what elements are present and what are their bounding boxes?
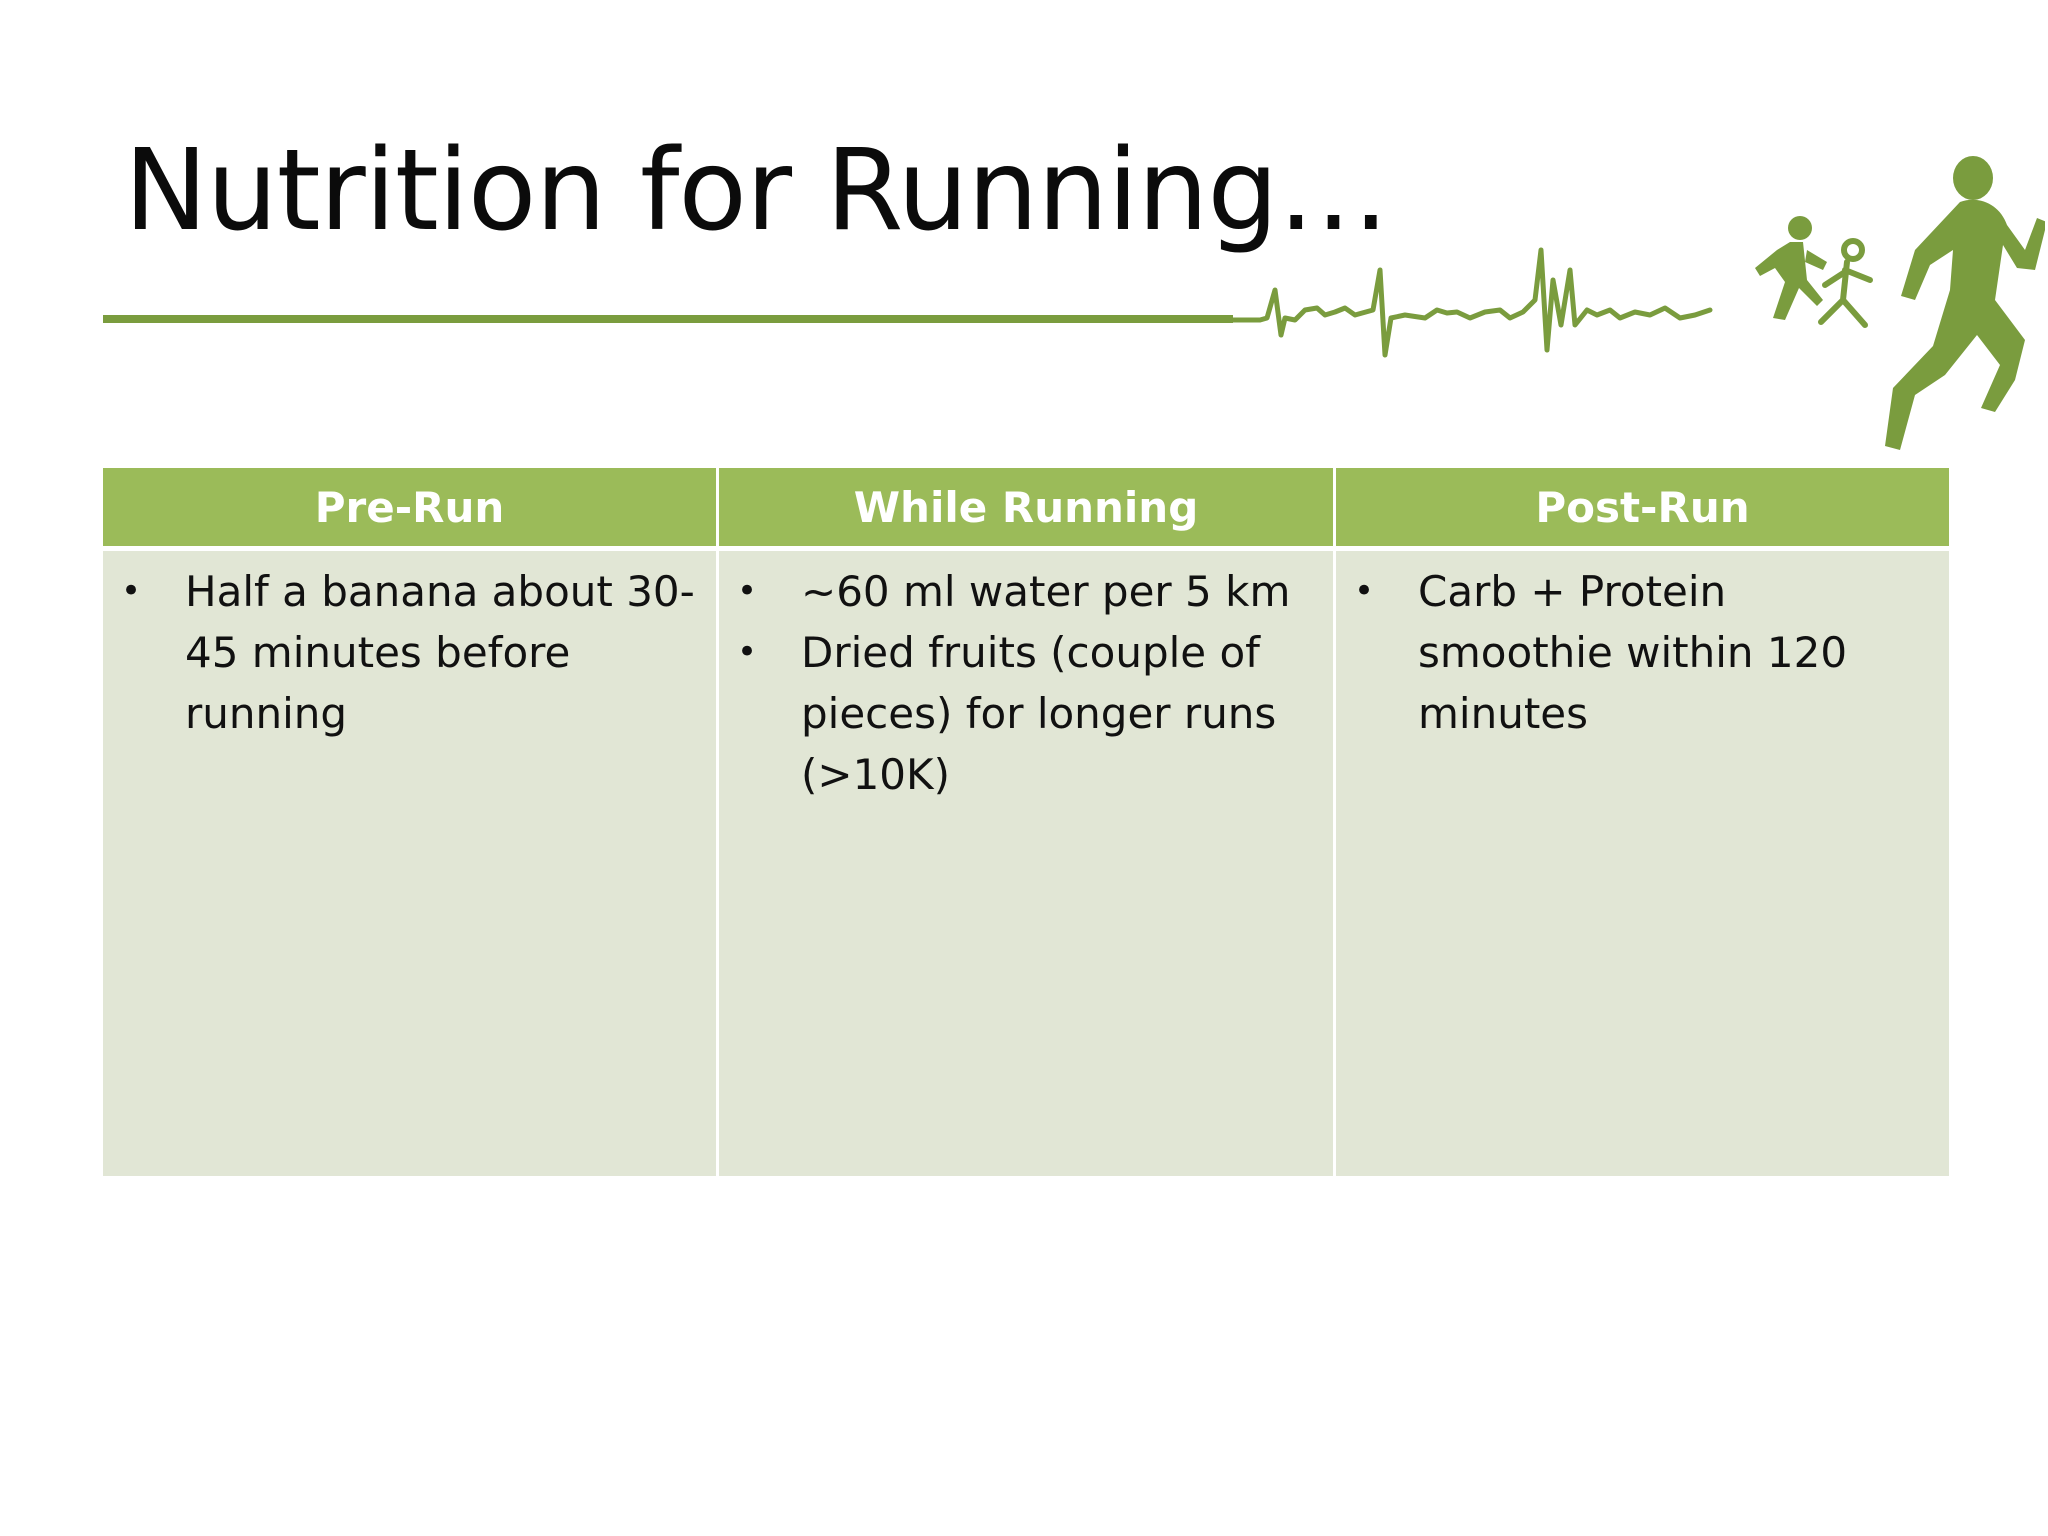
slide-title: Nutrition for Running… [124, 126, 1389, 256]
bullet-text: Half a banana about 30-45 minutes before running [185, 567, 695, 738]
title-underline [103, 315, 1233, 323]
bullet-text: ~60 ml water per 5 km [801, 567, 1291, 616]
runner-heartbeat-icon [1225, 150, 2045, 460]
column-header-while-running: While Running [719, 468, 1333, 551]
list-item [1354, 561, 1931, 744]
list-item [737, 561, 1315, 622]
bullet-list [1354, 561, 1931, 744]
nutrition-table [103, 468, 1946, 1176]
bullet-list [121, 561, 698, 744]
bullet-list [737, 561, 1315, 805]
column-header-post-run: Post-Run [1336, 468, 1949, 551]
column-header-pre-run: Pre-Run [103, 468, 716, 551]
cell-while-running [719, 551, 1333, 1176]
list-item [737, 622, 1315, 805]
bullet-text: Carb + Protein smoothie within 120 minutes [1418, 567, 1848, 738]
bullet-text: Dried fruits (couple of pieces) for longer runs (>10K) [801, 628, 1277, 799]
cell-pre-run [103, 551, 716, 1176]
bullet-glyph: • [737, 632, 758, 672]
list-item [121, 561, 698, 744]
bullet-glyph: • [121, 571, 142, 611]
bullet-glyph: • [737, 571, 758, 611]
bullet-glyph: • [1354, 571, 1375, 611]
cell-post-run [1336, 551, 1949, 1176]
